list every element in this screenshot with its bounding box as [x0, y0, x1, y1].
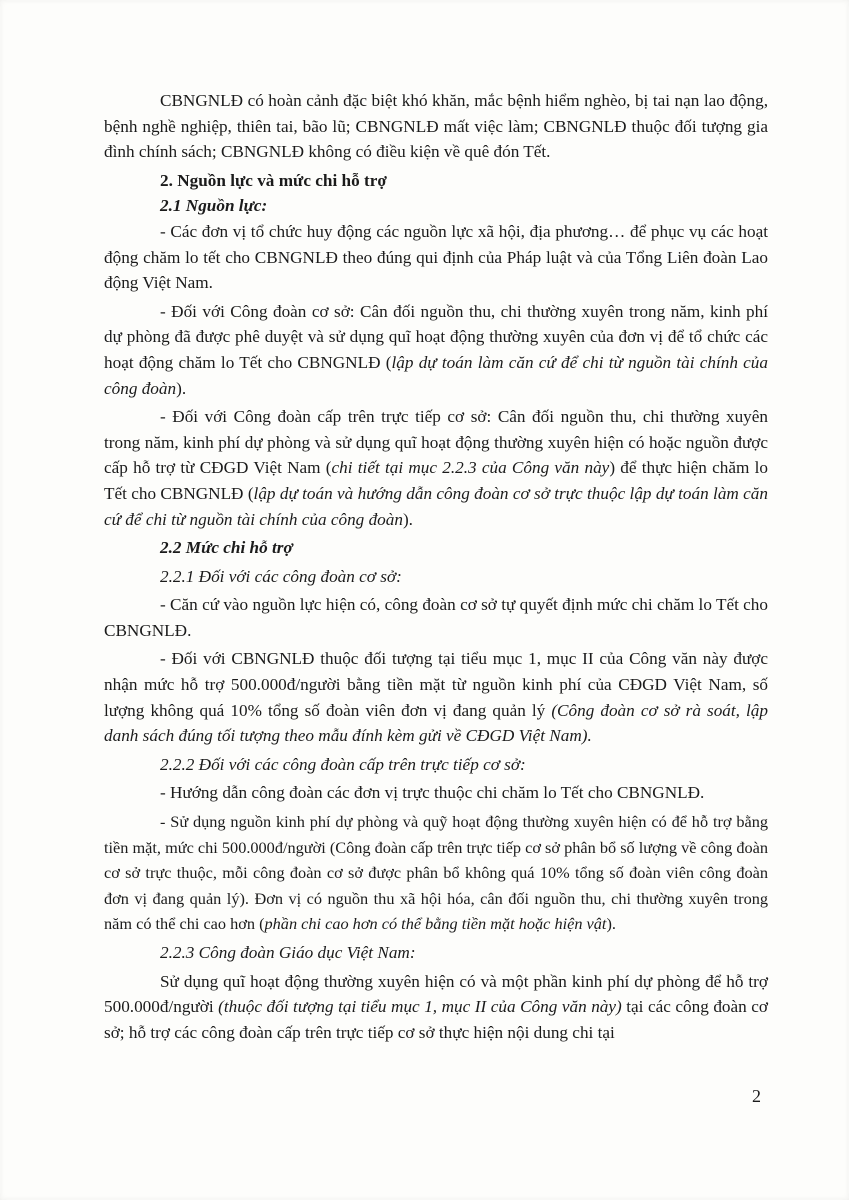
section-heading-2-1 [104, 193, 768, 219]
paragraph-guidance: - Hướng dẫn công đoàn các đơn vị trực thuộc chi chăm lo Tết cho CBNGNLĐ. [160, 783, 705, 803]
section-heading-2 [104, 168, 768, 194]
paragraph-upper-level-union [104, 404, 768, 532]
italic-run: phần chi cao hơn có thể bằng tiền mặt hoặc hiện vật [264, 914, 607, 934]
italic-run: lập dự toán làm căn cứ để chi từ nguồn tài chính của công đoàn [104, 352, 768, 398]
text-run: ). [606, 914, 616, 934]
heading-text: 2.1 Nguồn lực: [160, 196, 268, 216]
text-run: - Đối với Công đoàn cơ sở: Cân đối nguồn thu, chi thường xuyên trong năm, kinh phí dự phòng đã được phê duyệt và sử dụng quĩ hoạt động thường xuyên của đơn vị để tổ chức các hoạt động chăm lo Tết cho CBNGNLĐ ( [104, 301, 768, 372]
document-body [104, 88, 768, 1045]
heading-text: 2.2.1 Đối với các công đoàn cơ sở: [160, 566, 402, 586]
text-run: tại các công đoàn cơ sở; hỗ trợ các công đoàn cấp trên trực tiếp cơ sở thực hiện nội dung chi tại [104, 997, 768, 1042]
text-run: - Đối với CBNGNLĐ thuộc đối tượng tại tiểu mục 1, mục II của Công văn này được nhận mức hỗ trợ 500.000đ/người bằng tiền mặt từ nguồn kinh phí của CĐGD Việt Nam, số lượng không quá 10% tổng số đoàn viên đơn vị đang quản lý [104, 649, 768, 720]
section-heading-2-2-1 [104, 564, 768, 590]
italic-run: (thuộc đối tượng tại tiểu mục 1, mục II của Công văn này) [218, 997, 622, 1017]
heading-text: 2. Nguồn lực và mức chi hỗ trợ [160, 170, 387, 190]
section-heading-2-2-3 [104, 940, 768, 966]
heading-text: 2.2.2 Đối với các công đoàn cấp trên trực tiếp cơ sở: [160, 754, 526, 774]
text-run: ) để thực hiện chăm lo Tết cho CBNGNLĐ ( [104, 458, 768, 503]
text-run: Sử dụng quĩ hoạt động thường xuyên hiện có và một phần kinh phí dự phòng để hỗ trợ 500.000đ/người [104, 971, 768, 1017]
text-run: - Đối với Công đoàn cấp trên trực tiếp cơ sở: Cân đối nguồn thu, chi thường xuyên trong năm, kinh phí dự phòng và sử dụng quĩ hoạt động thường xuyên hiện có hoặc nguồn được cấp hỗ trợ từ CĐGD Việt Nam ( [104, 407, 768, 478]
paragraph-resource-mobilization: - Các đơn vị tổ chức huy động các nguồn lực xã hội, địa phương… để phục vụ các hoạt động chăm lo tết cho CBNGNLĐ theo đúng qui định của Pháp luật và của Tổng Liên đoàn Lao động Việt Nam. [104, 221, 768, 293]
text-run: ). [176, 378, 187, 398]
section-heading-2-2-2 [104, 752, 768, 778]
paragraph-eligible-groups: CBNGNLĐ có hoàn cảnh đặc biệt khó khăn, mắc bệnh hiểm nghèo, bị tai nạn lao động, bệnh nghề nghiệp, thiên tai, bão lũ; CBNGNLĐ mất việc làm; CBNGNLĐ thuộc đối tượng gia đình chính sách; CBNGNLĐ không có điều kiện về quê đón Tết. [104, 91, 768, 162]
section-heading-2-2 [104, 535, 768, 561]
italic-run: chi tiết tại mục 2.2.3 của Công văn này [331, 458, 610, 478]
text-run: ). [402, 509, 413, 529]
page-number: 2 [752, 1086, 761, 1106]
paragraph-grassroots-union [104, 299, 768, 401]
paragraph-national-union [104, 969, 768, 1046]
text-run: - Sử dụng nguồn kinh phí dự phòng và quỹ hoạt động thường xuyên hiện có để hỗ trợ bằng tiền mặt, mức chi 500.000đ/người (Công đoàn cấp trên trực tiếp cơ sở phân bổ số lượng về công đoàn cơ sở trực thuộc, mỗi công đoàn cơ sở được phân bổ không quá 10% tổng số đoàn viên công đoàn đơn vị đang quản lý). Đơn vị có nguồn thu xã hội hóa, cân đối nguồn thu, chi thường xuyên trong năm có thể chi cao hơn ( [104, 812, 768, 934]
italic-run: (Công đoàn cơ sở rà soát, lập danh sách đúng tối tượng theo mẫu đính kèm gửi về CĐGD Việt Nam). [104, 700, 768, 746]
italic-run: lập dự toán và hướng dẫn công đoàn cơ sở trực thuộc lập dự toán làm căn cứ để chi từ nguồn tài chính của công đoàn [104, 483, 768, 529]
paragraph-support-level-decision: - Căn cứ vào nguồn lực hiện có, công đoàn cơ sở tự quyết định mức chi chăm lo Tết cho CBNGNLĐ. [104, 595, 768, 640]
heading-text: 2.2 Mức chi hỗ trợ [160, 538, 293, 558]
paragraph-reserve-funds [104, 809, 768, 937]
heading-text: 2.2.3 Công đoàn Giáo dục Việt Nam: [160, 943, 416, 962]
paragraph-support-amount [104, 646, 768, 748]
